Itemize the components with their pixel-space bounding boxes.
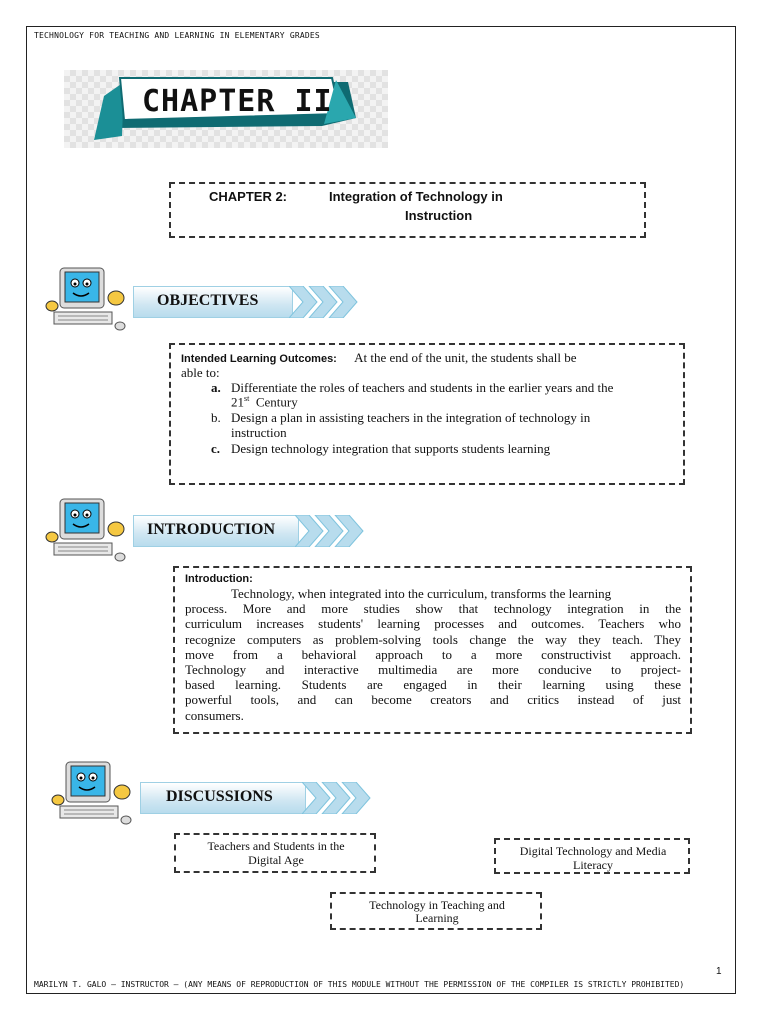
list-marker: a. xyxy=(211,380,221,395)
topic-box-teachers-students xyxy=(174,833,376,873)
topic-text: Digital Technology and Media xyxy=(519,844,667,858)
chapter-title-line2: Instruction xyxy=(405,208,473,223)
ilo-heading: Intended Learning Outcomes: xyxy=(181,353,337,365)
chapter-title: CHAPTER II xyxy=(142,84,333,119)
objective-a: Differentiate the roles of teachers and students in the earlier years and the xyxy=(231,380,614,395)
objectives-banner xyxy=(133,286,365,318)
chevron-arrows-icon xyxy=(295,515,371,547)
discussions-banner xyxy=(140,782,380,814)
objectives-heading: OBJECTIVES xyxy=(157,292,259,309)
topic-text: Teachers and Students in the xyxy=(207,839,345,853)
objective-b: Design a plan in assisting teachers in the integration of technology in xyxy=(231,410,591,425)
computer-mascot-icon xyxy=(50,760,136,830)
topic-text: Literacy xyxy=(573,858,613,872)
ilo-lead: At the end of the unit, the students shall be xyxy=(354,350,577,365)
objective-b-line2: instruction xyxy=(231,425,287,440)
page-number: 1 xyxy=(716,966,722,977)
chapter-label: CHAPTER 2: xyxy=(209,189,288,204)
list-marker: b. xyxy=(211,410,221,425)
chapter-title-box xyxy=(169,182,646,238)
objectives-box xyxy=(169,343,685,485)
computer-mascot-icon xyxy=(44,497,130,567)
topic-box-digital-literacy xyxy=(494,838,690,874)
topic-box-teaching-learning xyxy=(330,892,542,930)
list-marker: c. xyxy=(211,441,221,456)
introduction-banner xyxy=(133,515,373,547)
chevron-arrows-icon xyxy=(289,286,365,318)
introduction-heading: INTRODUCTION xyxy=(147,521,276,538)
topic-text: Digital Age xyxy=(248,853,304,867)
topic-text: Technology in Teaching and xyxy=(369,898,505,912)
intro-heading: Introduction: xyxy=(185,573,253,585)
objective-a-line2: 21st Century xyxy=(231,394,298,410)
computer-mascot-icon xyxy=(44,266,130,336)
ilo-lead-line2: able to: xyxy=(181,365,220,380)
chapter-title-line1: Integration of Technology in xyxy=(329,189,503,204)
intro-paragraph: Technology, when integrated into the curriculum, transforms the learning process. More and more studies show that technology integration in the curriculum increases students' learning processes and outcomes. Teachers who recognize computers as problem-solving tools change the way they teach. They move from a behavioral approach to a more constructivist approach. Technology and interactive multimedia are more conducive to project- based learning. Students are engaged in their learning using these powerful tools, and can become creators and critics instead of just consumers. xyxy=(185,586,681,723)
introduction-box xyxy=(173,566,692,734)
footer-notice: MARILYN T. GALO – INSTRUCTOR – (ANY MEANS OF REPRODUCTION OF THIS MODULE WITHOUT THE PERMISSION OF THE COMPILER IS STRICTLY PROHIBITED) xyxy=(34,980,685,989)
topic-text: Learning xyxy=(415,911,459,925)
objective-c: Design technology integration that supports students learning xyxy=(231,441,551,456)
chevron-arrows-icon xyxy=(302,782,378,814)
running-header: TECHNOLOGY FOR TEACHING AND LEARNING IN ELEMENTARY GRADES xyxy=(34,31,320,40)
discussions-heading: DISCUSSIONS xyxy=(166,788,273,805)
